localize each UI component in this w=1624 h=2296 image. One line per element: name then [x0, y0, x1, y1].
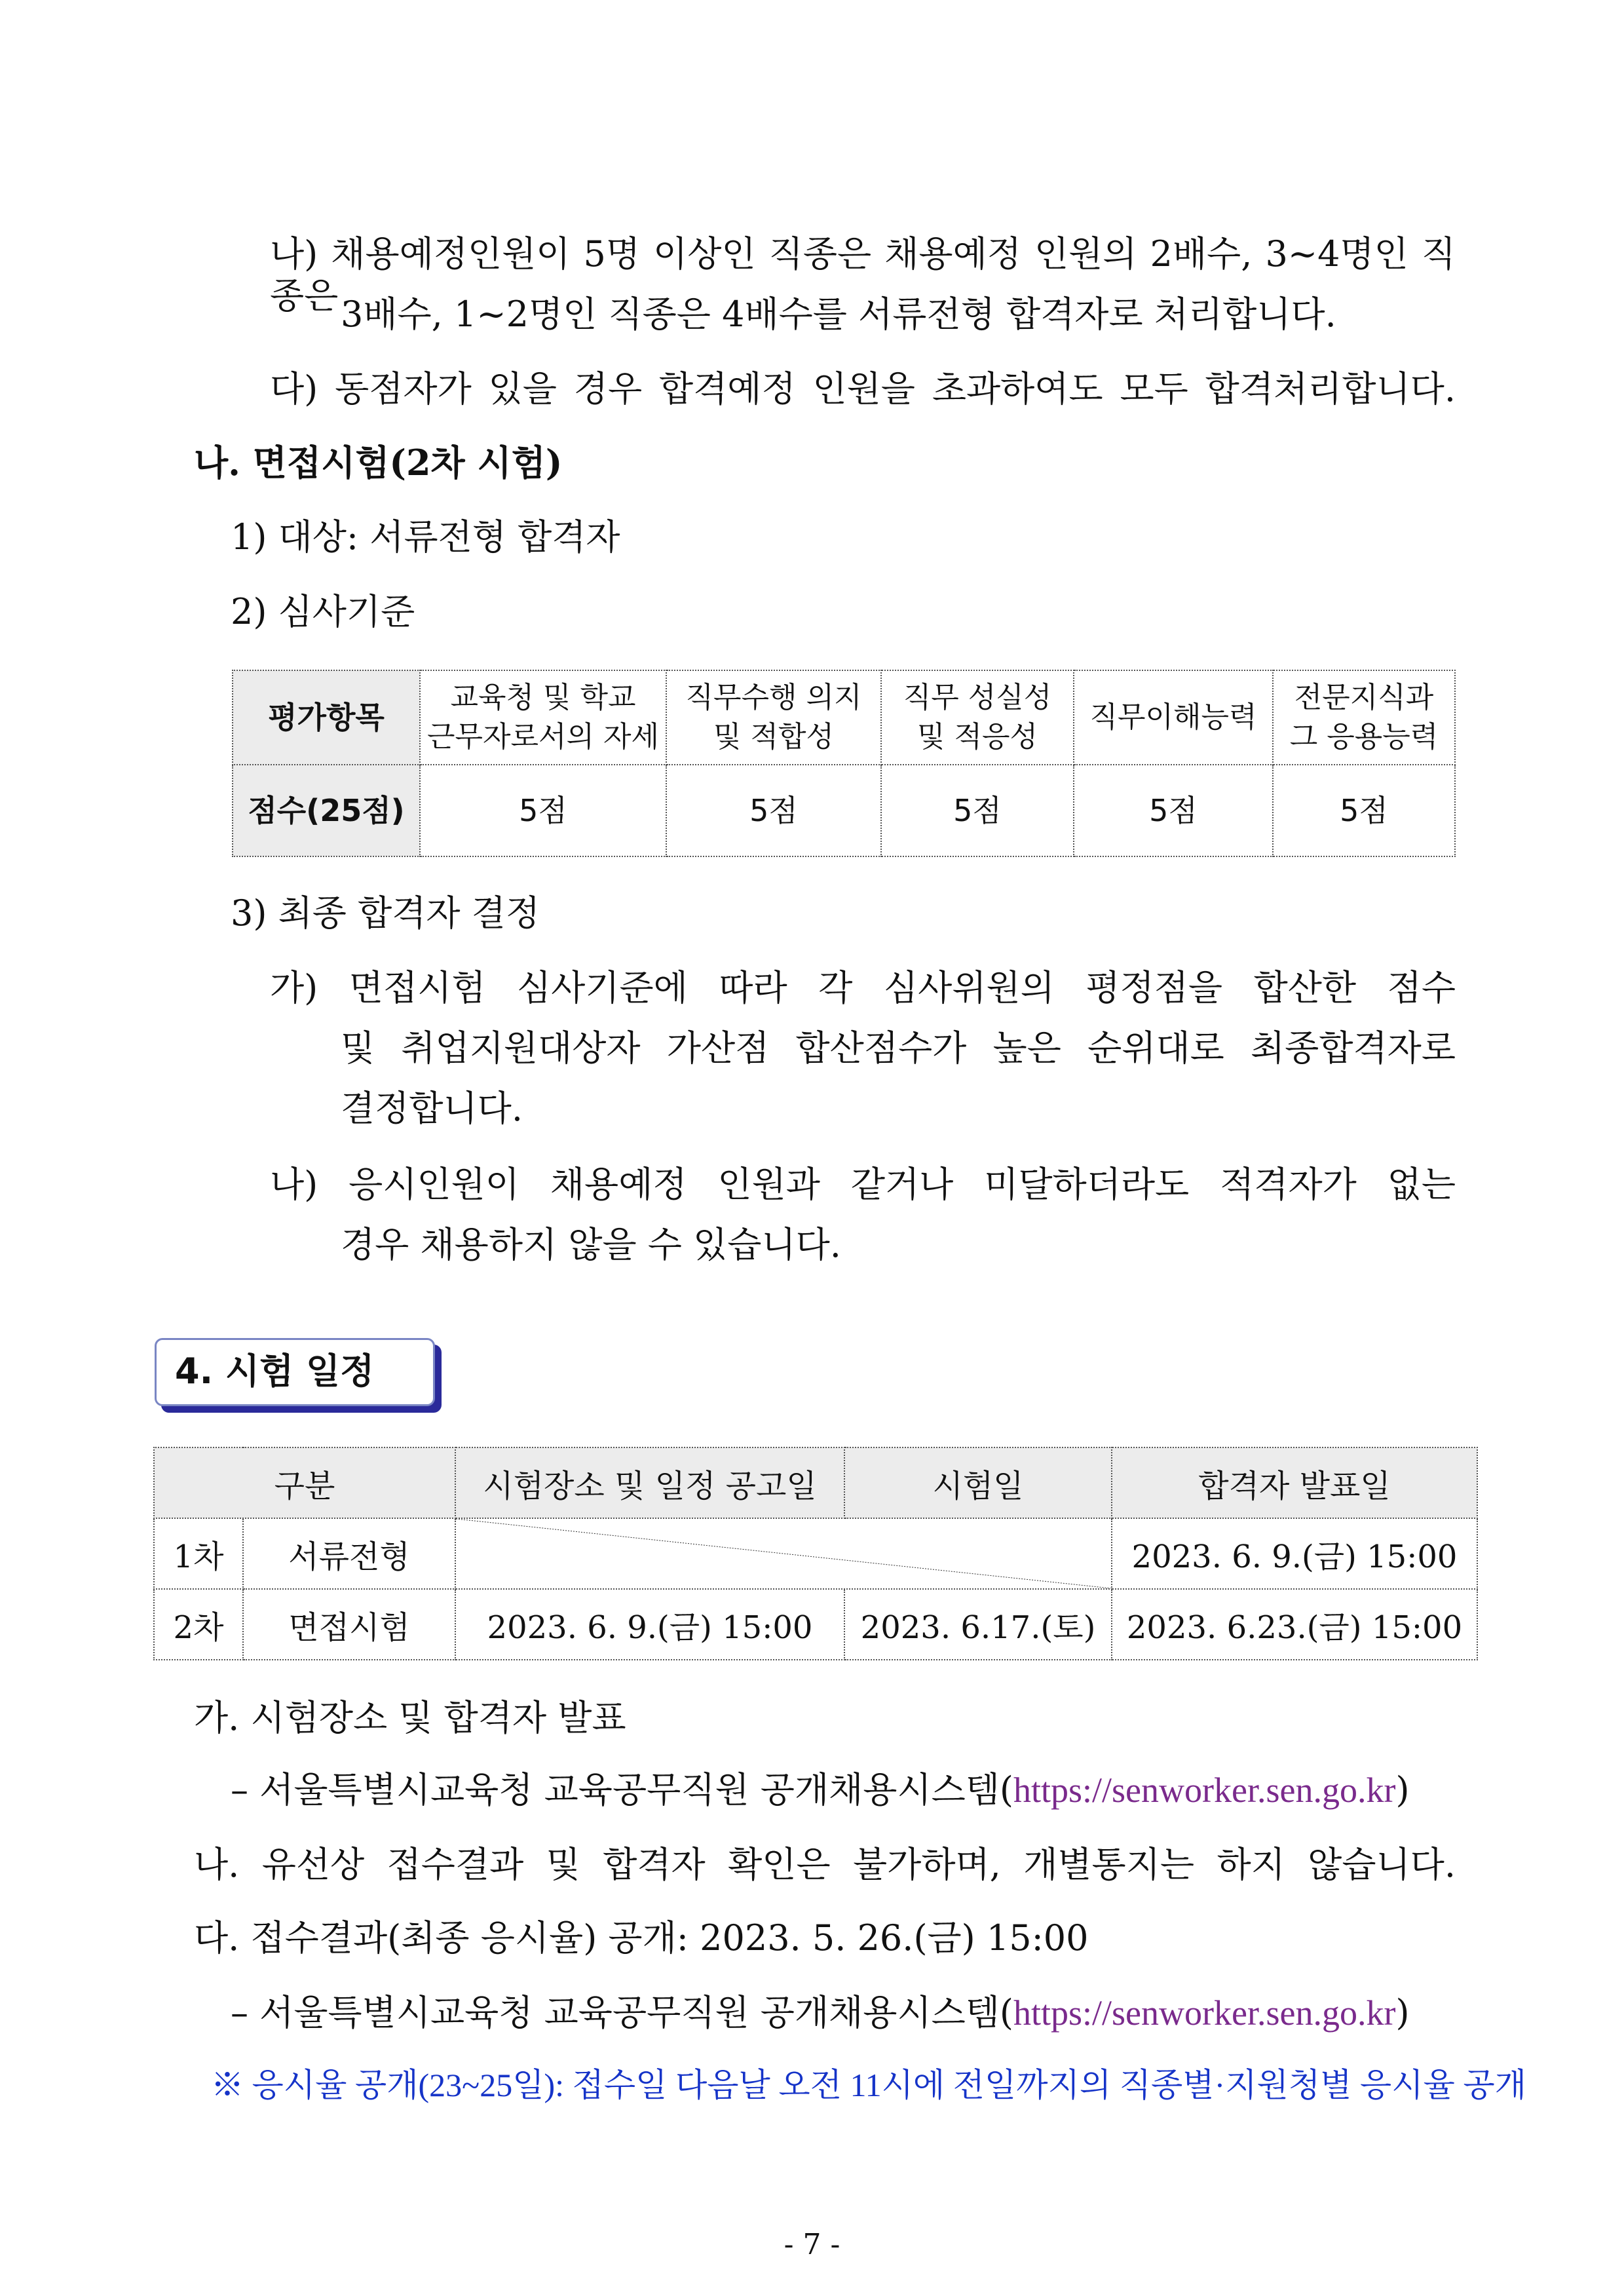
senworker-link[interactable]: https://senworker.sen.go.kr [1013, 1993, 1396, 2033]
schedule-notice: 2023. 6. 9.(금) 15:00 [455, 1589, 844, 1660]
diagonal-line [456, 1519, 1111, 1588]
criteria-score-1: 5점 [420, 765, 666, 856]
schedule-result: 2023. 6. 9.(금) 15:00 [1112, 1518, 1477, 1589]
schedule-header-row [154, 1447, 1477, 1518]
criteria-col-1: 교육청 및 학교 근무자로서의 자세 [420, 670, 666, 765]
para-na-line1: 나) 채용예정인원이 5명 이상인 직종은 채용예정 인원의 2배수, 3~4명인 직종은 [270, 233, 1456, 316]
para-na-line2: 3배수, 1~2명인 직종은 4배수를 서류전형 합격자로 처리합니다. [341, 294, 1336, 335]
schedule-header-result: 합격자 발표일 [1112, 1447, 1477, 1518]
schedule-header-exam: 시험일 [844, 1447, 1112, 1518]
schedule-round: 1차 [154, 1518, 243, 1589]
item-3-final: 3) 최종 합격자 결정 [231, 892, 540, 934]
schedule-exam: 2023. 6.17.(토) [844, 1589, 1112, 1660]
schedule-not-applicable-cell [455, 1518, 1112, 1589]
ga-sub: – 서울특별시교육청 교육공무직원 공개채용시스템(https://senworker.sen.go.kr) [231, 1769, 1410, 1810]
criteria-score-3: 5점 [881, 765, 1074, 856]
para-ga-line2: 및 취업지원대상자 가산점 합산점수가 높은 순위대로 최종합격자로 [341, 1027, 1456, 1069]
page-number: - 7 - [784, 2228, 840, 2261]
criteria-score-5: 5점 [1273, 765, 1455, 856]
criteria-score-row [233, 765, 1455, 856]
criteria-col-3: 직무 성실성 및 적응성 [881, 670, 1074, 765]
section-4-heading-box [155, 1338, 435, 1406]
criteria-header-label: 평가항목 [233, 670, 420, 765]
schedule-round: 2차 [154, 1589, 243, 1660]
criteria-score-label: 점수(25점) [233, 765, 420, 856]
item-1-target: 1) 대상: 서류전형 합격자 [231, 516, 620, 558]
note-rate-disclosure: ※ 응시율 공개(23~25일): 접수일 다음날 오전 11시에 전일까지의 직종별·지원청별 응시율 공개 [211, 2067, 1526, 2103]
senworker-link[interactable]: https://senworker.sen.go.kr [1013, 1770, 1396, 1810]
schedule-result: 2023. 6.23.(금) 15:00 [1112, 1589, 1477, 1660]
item-2-criteria: 2) 심사기준 [231, 591, 415, 632]
section-na-heading: 나. 면접시험(2차 시험) [194, 442, 563, 484]
para-ga-line1: 가) 면접시험 심사기준에 따라 각 심사위원의 평정점을 합산한 점수 [270, 967, 1456, 1008]
na-notice: 나. 유선상 접수결과 및 합격자 확인은 불가하며, 개별통지는 하지 않습니다. [194, 1844, 1456, 1885]
schedule-type: 면접시험 [243, 1589, 455, 1660]
criteria-score-2: 5점 [666, 765, 881, 856]
criteria-table [232, 670, 1456, 857]
criteria-col-2: 직무수행 의지 및 적합성 [666, 670, 881, 765]
schedule-type: 서류전형 [243, 1518, 455, 1589]
para-ga-line3: 결정합니다. [341, 1088, 523, 1129]
para-na2-line1: 나) 응시인원이 채용예정 인원과 같거나 미달하더라도 적격자가 없는 [270, 1164, 1456, 1205]
schedule-row-1 [154, 1518, 1477, 1589]
da-heading: 다. 접수결과(최종 응시율) 공개: 2023. 5. 26.(금) 15:00 [194, 1917, 1089, 1959]
para-da: 다) 동점자가 있을 경우 합격예정 인원을 초과하여도 모두 합격처리합니다. [270, 368, 1456, 410]
schedule-row-2 [154, 1589, 1477, 1660]
section-4-title: 4. 시험 일정 [175, 1350, 375, 1392]
schedule-header-notice: 시험장소 및 일정 공고일 [455, 1447, 844, 1518]
criteria-col-5: 전문지식과 그 응용능력 [1273, 670, 1455, 765]
para-na2-line2: 경우 채용하지 않을 수 있습니다. [341, 1224, 841, 1265]
ga-heading: 가. 시험장소 및 합격자 발표 [194, 1697, 626, 1738]
da-sub: – 서울특별시교육청 교육공무직원 공개채용시스템(https://senworker.sen.go.kr) [231, 1992, 1410, 2033]
criteria-header-row [233, 670, 1455, 765]
criteria-col-4: 직무이해능력 [1074, 670, 1273, 765]
criteria-score-4: 5점 [1074, 765, 1273, 856]
schedule-header-category: 구분 [154, 1447, 455, 1518]
schedule-table [153, 1447, 1478, 1660]
